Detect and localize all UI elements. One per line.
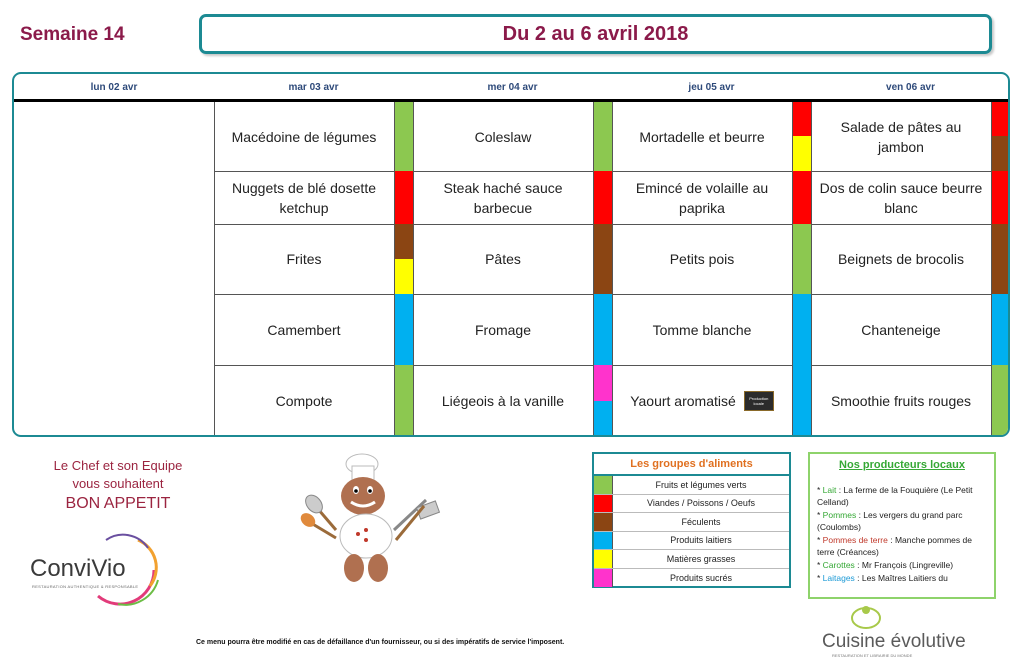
group-color-red: [792, 171, 811, 224]
menu-item: Liégeois à la vanille: [441, 393, 565, 409]
legend-label: Fruits et légumes verts: [655, 479, 747, 490]
legend-row: [594, 569, 789, 588]
menu-item: Emincé de volaille au paprika: [635, 179, 769, 216]
chef-line-2: vous souhaitent: [72, 476, 164, 491]
legend-label: Féculents: [681, 516, 721, 527]
legend-label: Produits sucrés: [669, 572, 733, 583]
date-range-text: Du 2 au 6 avril 2018: [502, 22, 689, 45]
convivio-tagline: RESTAURATION AUTHENTIQUE & RESPONSABLE: [32, 584, 139, 589]
producer-name: : Manche pommes de terre (Créances): [817, 535, 972, 557]
cuisine-evolutive-tagline: RESTAURATION ET LIBRAIRIE DU MONDE: [832, 653, 913, 658]
group-color-green: [991, 365, 1010, 437]
producer-name: : Les Maîtres Laitiers du: [854, 573, 948, 583]
legend-label: Viandes / Poissons / Oeufs: [647, 498, 755, 509]
group-color-brown: [991, 224, 1010, 294]
legend-row: [594, 532, 789, 551]
convivio-logo-text: ConviVio: [30, 555, 126, 582]
date-range-title: [199, 14, 992, 54]
day-header-mon: lun 02 avr: [90, 82, 138, 93]
group-color-yellow: [394, 259, 413, 294]
menu-item: Camembert: [267, 321, 341, 338]
producer-item: * Lait : La ferme de la Fouquière (Le Petit Celland): [817, 485, 973, 507]
menu-item: Compote: [275, 393, 333, 409]
day-header-wed: mer 04 avr: [487, 82, 538, 93]
menu-item: Salade de pâtes au jambon: [840, 118, 962, 155]
legend-title: Les groupes d'aliments: [594, 454, 789, 476]
day-header-tue: mar 03 avr: [288, 82, 339, 93]
group-color-green: [593, 102, 612, 171]
legend-swatch-pink: [594, 569, 613, 588]
producer-product: Lait: [822, 485, 837, 495]
producer-item: * Pommes : Les vergers du grand parc (Coulombs): [817, 510, 963, 532]
menu-item-with-badge: [612, 365, 792, 437]
local-producers-box: [808, 452, 996, 599]
legend-row: [594, 476, 789, 495]
group-color-blue: [593, 401, 612, 437]
group-color-red: [991, 102, 1010, 136]
cuisine-evolutive-logo-text: Cuisine évolutive: [822, 631, 966, 652]
group-color-brown: [593, 224, 612, 294]
disclaimer-text: Ce menu pourra être modifié en cas de défaillance d'un fournisseur, ou si des impératifs de service l'imposent.: [196, 639, 565, 646]
chef-mascot-icon: [296, 450, 456, 588]
day-header-thu: jeu 05 avr: [688, 82, 735, 93]
menu-item: Steak haché sauce barbecue: [443, 179, 563, 216]
producer-name: : Mr François (Lingreville): [854, 560, 954, 570]
cuisine-evolutive-logo-icon: [846, 604, 886, 630]
food-groups-legend: [592, 452, 791, 588]
chef-line-1: Le Chef et son Equipe: [53, 458, 183, 473]
menu-item: Fromage: [474, 321, 532, 338]
producer-product: Carottes: [822, 560, 855, 570]
producer-name: : Les vergers du grand parc (Coulombs): [817, 510, 963, 532]
producer-item: * Pommes de terre : Manche pommes de terre (Créances): [817, 535, 972, 557]
group-color-blue: [792, 365, 811, 437]
chef-line-3: BON APPETIT: [65, 495, 171, 512]
group-color-blue: [394, 294, 413, 365]
group-color-green: [394, 102, 413, 171]
producer-product: Laitages: [822, 573, 855, 583]
menu-item: Mortadelle et beurre: [639, 128, 765, 145]
group-color-green: [394, 365, 413, 437]
day-header-fri: ven 06 avr: [886, 82, 935, 93]
producer-item: * Laitages : Les Maîtres Laitiers du: [817, 573, 948, 583]
menu-item: Chanteneige: [861, 321, 941, 338]
producer-product: Pommes de terre: [822, 535, 888, 545]
group-color-red: [593, 171, 612, 224]
group-color-blue: [991, 294, 1010, 365]
week-label: Semaine 14: [20, 24, 125, 45]
group-color-red: [991, 171, 1010, 224]
producer-product: Pommes: [822, 510, 857, 520]
legend-label: Produits laitiers: [670, 535, 732, 546]
group-color-brown: [394, 224, 413, 259]
legend-swatch-yellow: [594, 550, 613, 568]
group-color-blue: [593, 294, 612, 365]
menu-item: Pâtes: [485, 251, 521, 267]
producer-name: : La ferme de la Fouquière (Le Petit Celland): [817, 485, 973, 507]
group-color-green: [792, 224, 811, 294]
legend-swatch-blue: [594, 532, 613, 550]
producer-item: * Carottes : Mr François (Lingreville): [817, 560, 954, 570]
group-color-blue: [792, 294, 811, 365]
legend-swatch-green: [594, 476, 613, 494]
producers-title: Nos producteurs locaux: [839, 459, 965, 471]
menu-item: Nuggets de blé dosette ketchup: [232, 179, 376, 216]
group-color-pink: [593, 365, 612, 401]
group-color-red: [394, 171, 413, 224]
local-production-badge: Production locale: [744, 391, 774, 411]
menu-item: Petits pois: [669, 251, 735, 267]
legend-swatch-red: [594, 495, 613, 513]
legend-label: Matières grasses: [666, 553, 736, 564]
menu-item: Dos de colin sauce beurre blanc: [819, 179, 983, 216]
legend-row: [594, 513, 789, 532]
legend-row: [594, 550, 789, 569]
menu-item: Beignets de brocolis: [837, 251, 965, 267]
chef-message: [28, 457, 208, 515]
legend-swatch-brown: [594, 513, 613, 531]
menu-item: Tomme blanche: [652, 321, 752, 338]
group-color-brown: [991, 136, 1010, 171]
menu-item: Smoothie fruits rouges: [830, 393, 972, 409]
menu-item: Macédoine de légumes: [231, 128, 377, 145]
group-color-yellow: [792, 136, 811, 171]
menu-table: [12, 72, 1010, 437]
group-color-red: [792, 102, 811, 136]
menu-item: Coleslaw: [474, 128, 532, 145]
menu-item: Frites: [286, 251, 322, 267]
legend-row: [594, 495, 789, 514]
menu-item-text: Yaourt aromatisé: [630, 393, 736, 409]
